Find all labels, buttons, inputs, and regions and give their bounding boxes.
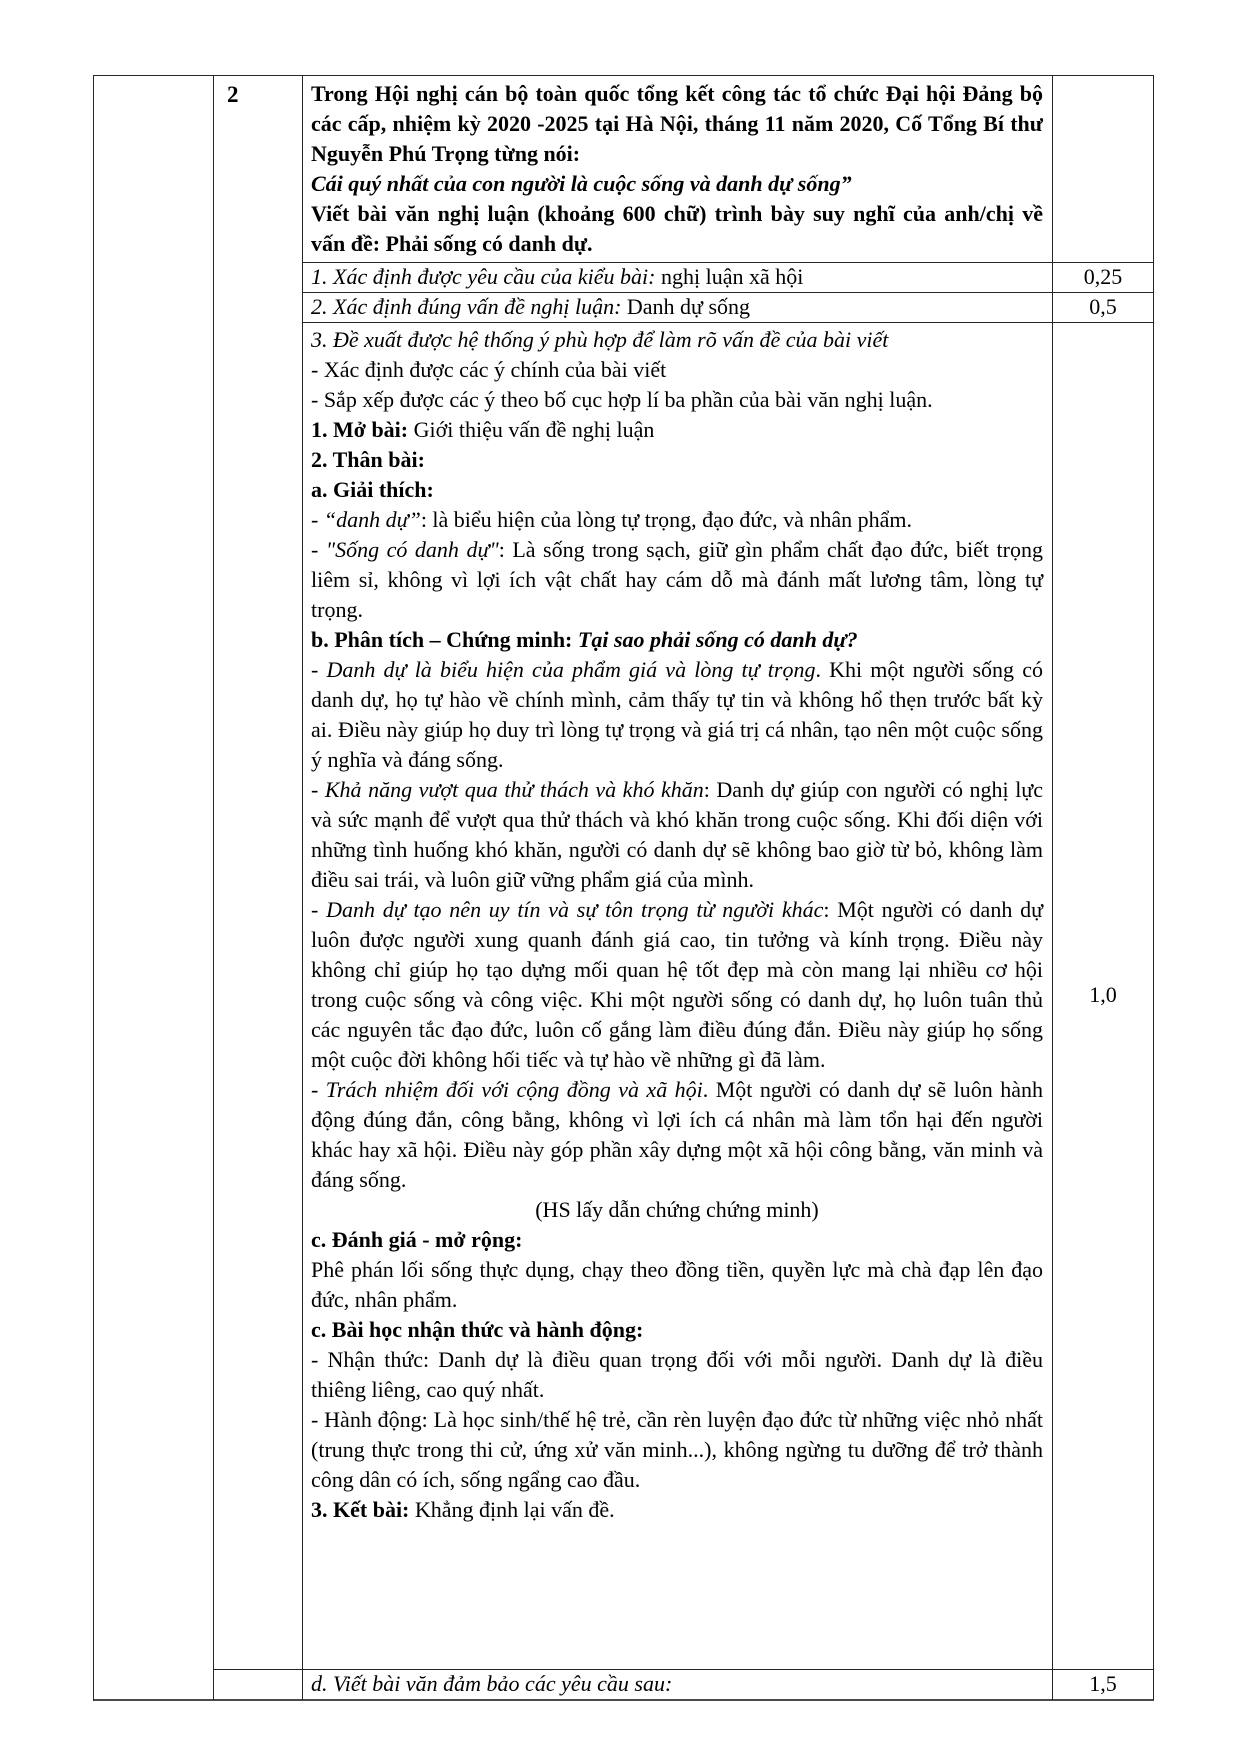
text-run: Danh dự sống (626, 294, 751, 319)
text-run: - Nhận thức: Danh dự là điều quan trọng đối với mỗi người. Danh dự là điều thiêng liêng, cao quý nhất. (311, 1347, 1043, 1402)
paragraph (311, 625, 1043, 655)
text-run: a. Giải thích: (311, 477, 434, 502)
text-run: (HS lấy dẫn chứng chứng minh) (535, 1197, 819, 1222)
text-run: : là biểu hiện của lòng tự trọng, đạo đức, và nhân phẩm. (420, 507, 913, 532)
text-run: Tại sao phải sống có danh dự? (577, 627, 858, 652)
text-run: Viết bài văn nghị luận (khoảng 600 chữ) trình bày suy nghĩ của anh/chị về vấn đề: Phải sống có danh dự. (311, 201, 1043, 256)
text-run: . Khi một người sống có danh dự, họ tự hào về chính mình, cảm thấy tự tin và không hổ thẹn trước bất kỳ ai. Điều này giúp họ duy trì lòng tự trọng và giá trị cá nhân, tạo nên một cuộc sống ý nghĩa và đáng sống. (311, 657, 1043, 772)
text-run: : Là sống trong sạch, giữ gìn phẩm chất đạo đức, biết trọng liêm sỉ, không vì lợi ích vật chất hay cám dỗ mà đánh mất lương tâm, lòng tự trọng. (311, 537, 1043, 622)
paragraph (311, 1255, 1043, 1315)
paragraph (311, 1315, 1043, 1345)
paragraph (311, 293, 1043, 321)
points-cell-outline: 1,0 (1053, 323, 1154, 1670)
paragraph (311, 1075, 1043, 1195)
grading-rubric-table (93, 75, 1154, 1701)
paragraph (311, 1405, 1043, 1495)
text-run: "Sống có danh dự" (325, 537, 499, 562)
text-run: 1. Xác định được yêu cầu của kiểu bài: (311, 264, 661, 289)
text-run: - Hành động: Là học sinh/thế hệ trẻ, cần rèn luyện đạo đức từ những việc nhỏ nhất (trung thực trong thi cử, ứng xử văn minh...), không ngừng tu dưỡng để trở thành công dân có ích, sống ngẩng cao đầu. (311, 1407, 1043, 1492)
text-run: : Danh dự giúp con người có nghị lực và sức mạnh để vượt qua thử thách và khó khăn trong cuộc sống. Khi đối diện với những tình huống khó khăn, người có danh dự sẽ không bao giờ từ bỏ, không làm điều sai trái, và luôn giữ vững phẩm giá của mình. (311, 777, 1043, 892)
question-number-cell (214, 76, 303, 1670)
paragraph (311, 1195, 1043, 1225)
text-run: 3. Kết bài: (311, 1497, 415, 1522)
criterion-identify-type-cell (303, 263, 1053, 293)
paragraph (311, 895, 1043, 1075)
paragraph (311, 355, 1043, 385)
text-run: d. Viết bài văn đảm bảo các yêu cầu sau: (311, 1671, 673, 1696)
points-cell-identify-topic: 0,5 (1053, 293, 1154, 323)
paragraph (311, 79, 1043, 169)
text-run: c. Đánh giá - mở rộng: (311, 1227, 523, 1252)
criterion-outline-cell (303, 323, 1053, 1670)
text-run: Phê phán lối sống thực dụng, chạy theo đồng tiền, quyền lực mà chà đạp lên đạo đức, nhân phẩm. (311, 1257, 1043, 1312)
text-run: Trong Hội nghị cán bộ toàn quốc tổng kết công tác tổ chức Đại hội Đảng bộ các cấp, nhiệm kỳ 2020 -2025 tại Hà Nội, tháng 11 năm 2020, Cố Tổng Bí thư Nguyễn Phú Trọng từng nói: (311, 81, 1043, 166)
paragraph (311, 505, 1043, 535)
text-run: Cái quý nhất của con người là cuộc sống và danh dự sống” (311, 171, 852, 196)
text-run: - (311, 507, 324, 532)
text-run: c. Bài học nhận thức và hành động: (311, 1317, 644, 1342)
text-run: “danh dự” (323, 507, 421, 532)
paragraph (311, 169, 1043, 199)
text-run: - Trách nhiệm đối với cộng đồng và xã hội (311, 1077, 703, 1102)
text-run: Khẳng định lại vấn đề. (414, 1497, 615, 1522)
text-run: 1. Mở bài: (311, 417, 414, 442)
text-run: 2. Thân bài: (311, 447, 425, 472)
paragraph (311, 775, 1043, 895)
text-run: - Khả năng vượt qua thử thách và khó khăn (311, 777, 704, 802)
text-run: - Danh dự là biểu hiện của phẩm giá và lòng tự trọng (311, 657, 816, 682)
paragraph (311, 445, 1043, 475)
paragraph (311, 1495, 1043, 1525)
paragraph (311, 415, 1043, 445)
paragraph (311, 475, 1043, 505)
paragraph (311, 385, 1043, 415)
paragraph (311, 325, 1043, 355)
question-number: 2 (227, 82, 239, 107)
paragraph (311, 199, 1043, 259)
side-column-empty-cell (94, 76, 214, 1701)
text-run: . Một người có danh dự sẽ luôn hành động đúng đắn, công bằng, không vì lợi ích cá nhân mà làm tổn hại đến người khác hay xã hội. Điều này góp phần xây dựng một xã hội công bằng, văn minh và đáng sống. (311, 1077, 1044, 1192)
points-cell-statement (1053, 76, 1154, 263)
question-number-empty-cell (214, 1670, 303, 1701)
paragraph (311, 1670, 1043, 1698)
question-statement-cell (303, 76, 1053, 263)
text-run: : Một người có danh dự luôn được người xung quanh đánh giá cao, tin tưởng và kính trọng. Điều này không chỉ giúp họ tạo dựng mối quan hệ tốt đẹp mà còn mang lại nhiều cơ hội trong cuộc sống và công việc. Khi một người sống có danh dự, họ luôn tuân thủ các nguyên tắc đạo đức, luôn cố gắng làm điều đúng đắn. Điều này giúp họ sống một cuộc đời không hối tiếc và tự hào về những gì đã làm. (311, 897, 1043, 1072)
text-run: 2. Xác định đúng vấn đề nghị luận: (311, 294, 627, 319)
text-run: - Sắp xếp được các ý theo bố cục hợp lí ba phần của bài văn nghị luận. (311, 387, 933, 412)
text-run: Giới thiệu vấn đề nghị luận (413, 417, 655, 442)
criterion-identify-topic-cell (303, 293, 1053, 323)
text-run: nghị luận xã hội (660, 264, 804, 289)
points-cell-writing-requirements: 1,5 (1053, 1670, 1154, 1701)
points-cell-identify-type: 0,25 (1053, 263, 1154, 293)
paragraph (311, 1345, 1043, 1405)
text-run: 3. Đề xuất được hệ thống ý phù hợp để làm rõ vấn đề của bài viết (311, 327, 889, 352)
paragraph (311, 535, 1043, 625)
criterion-writing-requirements-cell (303, 1670, 1053, 1701)
paragraph (311, 1225, 1043, 1255)
text-run: - Danh dự tạo nên uy tín và sự tôn trọng từ người khác (311, 897, 824, 922)
paragraph (311, 655, 1043, 775)
text-run: b. Phân tích – Chứng minh: (311, 627, 578, 652)
text-run: - (311, 537, 326, 562)
text-run: - Xác định được các ý chính của bài viết (311, 357, 667, 382)
paragraph (311, 263, 1043, 291)
